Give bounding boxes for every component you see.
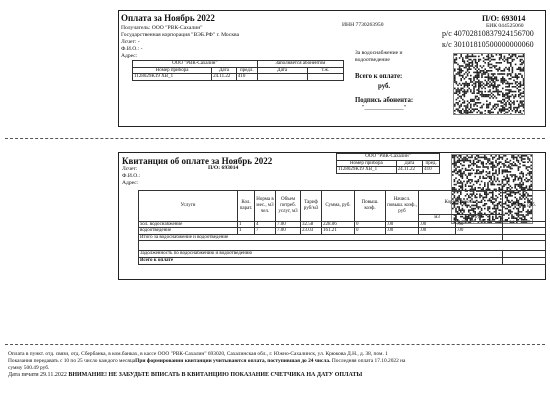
row1-sum: 228.06	[322, 221, 355, 228]
top-sign-line: "_____________"	[362, 105, 406, 111]
col-coef: Повыш. коэф.	[355, 191, 386, 222]
top-meter-col-number: Номер прибора	[133, 67, 212, 74]
row2-coef-sum: .00	[386, 228, 419, 235]
top-filled-by: Заполняется абонентом	[257, 61, 343, 68]
total-water-row: Итого за водоснабжение и водоотведение	[139, 234, 503, 241]
row2-tariff: 23.03	[301, 228, 322, 235]
col-tariff: Тариф руб/м3	[301, 191, 322, 222]
row2-total	[503, 228, 546, 235]
mid-po: П/О: 693014	[208, 165, 239, 171]
footer-warning: ВНИМАНИЕ! НЕ ЗАБУДЬТЕ ВПИСАТЬ В КВИТАНЦИЮ ПОКАЗАНИЕ СЧЕТЧИКА НА ДАТУ ОПЛАТЫ	[68, 372, 363, 378]
top-address-label: Адрес:	[121, 53, 138, 59]
row1-coef-sum: .00	[386, 221, 419, 228]
col-correction: Корректировка	[419, 191, 503, 215]
top-bik: БИК 044525060	[486, 23, 524, 29]
row2-coef: 0	[355, 228, 386, 235]
qr-top-pattern	[454, 54, 524, 115]
mid-address-label: Адрес:	[122, 180, 139, 186]
col-norm: Норма в мес., м3 чел.	[255, 191, 276, 222]
pay-total-value	[503, 257, 546, 264]
top-inn: ИНН 7730263950	[342, 22, 384, 28]
mid-meter-col-number: Номер прибора	[337, 160, 397, 167]
mid-meter-number: 1128029K19 ХВ_1	[337, 167, 397, 174]
top-meter-col-date2: Дата	[257, 67, 307, 74]
top-meter-date: 24.11.22	[212, 74, 237, 81]
table-row	[139, 241, 546, 251]
row2-volume: 7.00	[276, 228, 301, 235]
col-services: Услуги	[139, 191, 238, 222]
mid-meter-company: ООО "РВК-Сахалин"	[337, 154, 440, 161]
footer-line-4	[8, 372, 362, 378]
row2-corr-m3: .00	[419, 228, 456, 235]
mid-meter-prev: 410	[423, 167, 440, 174]
table-row	[337, 167, 440, 174]
table-row	[139, 257, 546, 264]
col-sum: Сумма, руб.	[322, 191, 355, 222]
table-row	[139, 234, 546, 241]
debt-row: Задолженность по водоснабжению и водоотведению	[139, 251, 503, 258]
top-sign-label: Подпись абонента:	[355, 97, 414, 104]
top-meter-col-date: Дата	[212, 67, 237, 74]
mid-meter-col-prev: пред.	[423, 160, 440, 167]
row1-total	[503, 221, 546, 228]
col-total: Итого, руб.	[503, 191, 546, 222]
debt-value	[503, 251, 546, 258]
cut-line-1	[5, 138, 545, 139]
top-total-label: Всего к оплате:	[355, 73, 403, 80]
footer-line-2a: Показания передавать с 10 по 25 число каждого месяца	[8, 358, 136, 364]
pay-total-row: Всего к оплате	[139, 257, 503, 264]
col-qty: Кол. парат.	[238, 191, 255, 222]
top-meter-table	[132, 60, 344, 81]
top-meter-date2-value[interactable]	[257, 74, 307, 81]
top-qr-code	[453, 53, 525, 115]
top-ks: к/с 30101810500000000060	[442, 40, 534, 49]
footer-line-2b: При формировании квитанции учитываются оплата, поступившая до 24 числа.	[135, 358, 331, 364]
mid-meter-date: 24.11.22	[396, 167, 423, 174]
empty-row	[139, 241, 546, 251]
top-water-note-text: За водоснабжение и водоотведение	[355, 50, 403, 63]
table-row	[133, 74, 344, 81]
row1-service: хол. водоснабжение	[139, 221, 238, 228]
col-coef-sum: Начисл. повыш. коэф., руб	[386, 191, 419, 222]
table-row	[139, 251, 546, 258]
row1-corr-rub: .00	[456, 221, 503, 228]
table-row	[139, 228, 546, 235]
top-water-note	[355, 50, 431, 63]
top-recipient: Получатель: ООО "РВК-Сахалин"	[121, 25, 203, 31]
services-table	[138, 190, 546, 265]
footer-line-1: Оплата в пункт. отд. связи, отд. Сбербанка, в ком.банках, в кассе ООО "РВК-Сахалин" 693020, Сахалинская обл., г. Южно-Сахалинск, ул. Крюкова Д.Н., д. 38, пом. 1	[8, 351, 388, 357]
footer-line-2c: Последняя оплата 17.10.2022 на	[331, 358, 406, 364]
top-meter-col-prev: предл.	[236, 67, 257, 74]
footer-line-2	[8, 358, 405, 364]
footer-print-date: Дата печати 29.11.2022	[8, 372, 67, 378]
top-meter-prev: 410	[236, 74, 257, 81]
mid-meter-col-date: Дата	[396, 160, 423, 167]
top-meter-company: ООО "РВК-Сахалин"	[133, 61, 258, 68]
row2-corr-rub: .00	[456, 228, 503, 235]
top-po: П/О: 693014	[482, 14, 526, 23]
top-meter-cur-value[interactable]	[307, 74, 343, 81]
top-rub: руб.	[378, 83, 391, 90]
top-account-label: Лсчет: -	[121, 39, 140, 45]
col-correction-rub: руб.	[456, 215, 503, 222]
row1-qty: 1	[238, 221, 255, 228]
row2-service: водоотведение	[139, 228, 238, 235]
top-fio-label: Ф.И.О.: -	[121, 46, 143, 52]
top-meter-col-cur: т.ж.	[307, 67, 343, 74]
row1-volume: 7.00	[276, 221, 301, 228]
col-correction-m3: м3	[419, 215, 456, 222]
row2-qty: 1	[238, 228, 255, 235]
mid-fio-label: Ф.И.О.:	[122, 173, 141, 179]
col-volume: Объем потреб. услуг, м3	[276, 191, 301, 222]
top-rs: р/с 40702810837924156700	[442, 29, 534, 38]
total-water-value	[503, 234, 546, 241]
row1-coef: 0	[355, 221, 386, 228]
table-row	[139, 221, 546, 228]
row1-tariff: 32.58	[301, 221, 322, 228]
row1-norm: 4	[255, 221, 276, 228]
row1-corr-m3: .00	[419, 221, 456, 228]
top-title: Оплата за Ноябрь 2022	[121, 13, 215, 23]
mid-account-label: Лсчет:	[122, 166, 138, 172]
cut-line-2	[5, 344, 545, 345]
top-meter-number: 1128029K19 ХВ_1	[133, 74, 212, 81]
footer-line-3: сумму 500.49 руб.	[8, 365, 50, 371]
mid-meter-table	[336, 153, 440, 174]
mid-title: Квитанция об оплате за Ноябрь 2022	[122, 156, 273, 166]
row2-sum: 161.21	[322, 228, 355, 235]
row2-norm: 7	[255, 228, 276, 235]
top-corp: Государственная корпорация "ВЭБ.РФ" г. Москва	[121, 32, 240, 38]
